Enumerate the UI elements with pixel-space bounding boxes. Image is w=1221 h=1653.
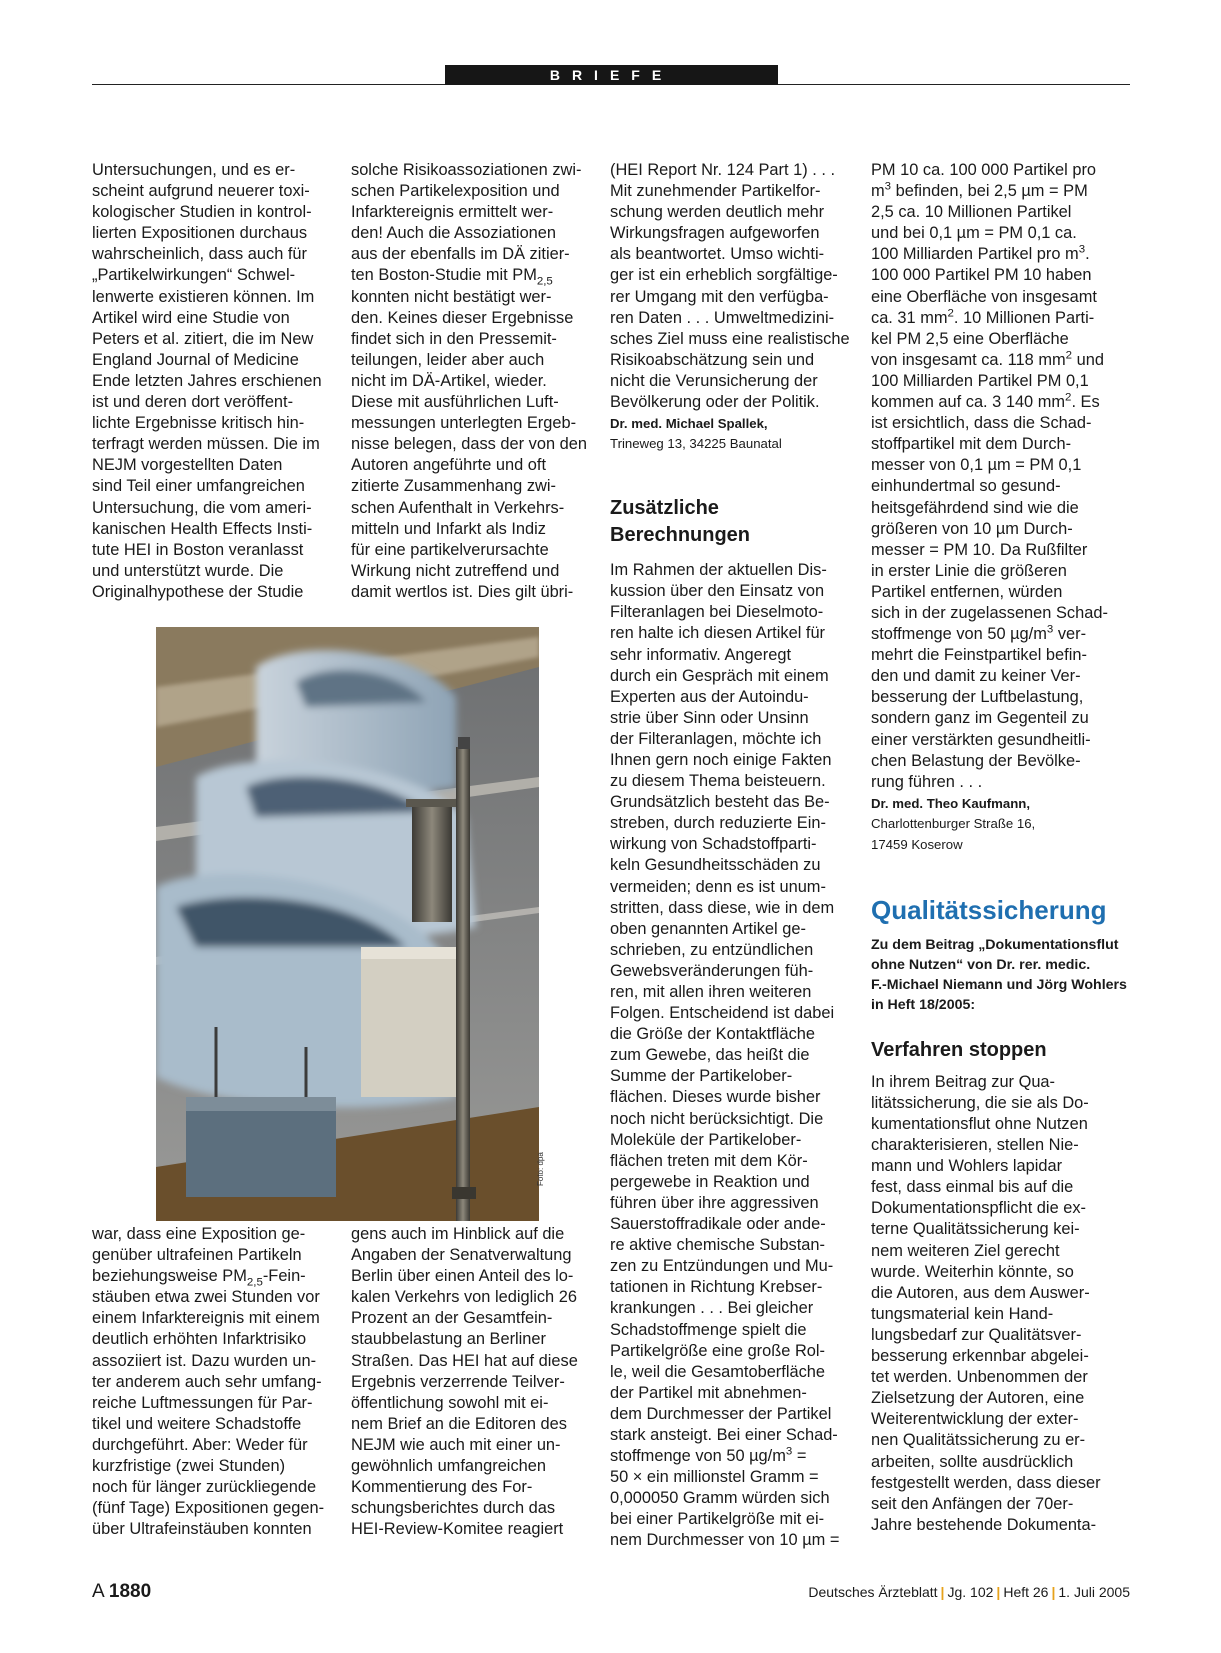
text-line: Untersuchung, die vom ameri- [92,498,312,517]
text-line: terne Qualitätssicherung kei- [871,1220,1080,1239]
text-line: durchgeführt. Aber: Weder für [92,1435,308,1454]
text-line: genüber ultrafeinen Partikeln [92,1246,302,1265]
text-line: chen Belastung der Bevölke- [871,751,1081,770]
text-line: Infarktereignis ermittelt wer- [351,203,554,222]
text-line: ren Daten . . . Umweltmedizini- [610,308,835,327]
text-line: Bevölkerung oder der Politik. [610,393,820,412]
text-line: lungsbedarf zur Qualitätsver- [871,1325,1082,1344]
text-line: sches Ziel muss eine realistische [610,329,850,348]
text-line: charakterisieren, stellen Nie- [871,1136,1079,1155]
text-line: Zu dem Beitrag „Dokumentationsflut [871,936,1119,953]
text-line: 0,000050 Gramm würden sich [610,1489,830,1508]
text-line: assoziiert ist. Dazu wurden un- [92,1351,317,1370]
text-line: Ergebnis verzerrende Teilver- [351,1372,565,1391]
text-line: reiche Luftmessungen für Par- [92,1393,313,1412]
text-line: schungsberichtes durch das [351,1499,556,1518]
text-line: die Autoren, aus dem Auswer- [871,1283,1090,1302]
text-line: Filteranlagen bei Dieselmoto- [610,603,824,622]
text-line: Zusätzliche [610,497,719,520]
text-line: nicht die Verunsicherung der [610,371,818,390]
text-line: Sauerstoffradikale oder ande- [610,1215,826,1234]
text-line: Zielsetzung der Autoren, eine [871,1389,1085,1408]
text-line: tet werden. Unbenommen der [871,1368,1088,1387]
text-line: eine Oberfläche von insgesamt [871,287,1097,306]
text-line: ren halte ich diesen Artikel für [610,624,826,643]
text-line: durch ein Gespräch mit einem [610,666,829,685]
text-line: bei einer Partikelgröße mit ei- [610,1510,825,1529]
text-line: kurzfristige (zwei Stunden) [92,1457,286,1476]
text-line: den! Auch die Assoziationen [351,224,557,243]
text-line: ter anderem auch sehr umfang- [92,1372,322,1391]
text-line: führen über ihre aggressiven [610,1193,819,1212]
text-line: ca. 31 $mm^2$. 10 Millionen Parti- [871,307,1095,327]
column-4 [871,160,1131,1536]
address-spallek: Trineweg 13, 34225 Baunatal [610,436,782,452]
column-3-body-lines [610,560,860,1446]
column-2-top [351,160,596,603]
text-line: krankungen . . . Bei gleicher [610,1299,814,1318]
text-line: festgestellt werden, dass dieser [871,1473,1101,1492]
text-line: messer = PM 10. Da Rußfilter [871,540,1088,559]
text-line: einem Infarktereignis mit einem [92,1309,320,1328]
text-line: 17459 Koserow [871,836,963,852]
text-line: lierten Expositionen durchaus [92,224,308,243]
column-1-top [92,160,334,603]
text-line: Moleküle der Partikelober- [610,1130,802,1149]
section-label: BRIEFE [445,65,778,85]
text-line: zum Gewebe, das heißt die [610,1046,810,1065]
text-line: kalen Verkehrs von lediglich 26 [351,1288,577,1307]
text-line: le, weil die Gesamtoberfläche [610,1362,826,1381]
text-line: Kommentierung des For- [351,1478,533,1497]
text-line: kommen auf ca. 3 140 $mm^2$. Es [871,391,1100,412]
text-line: Dokumentationspflicht die ex- [871,1199,1087,1218]
text-line: konnten nicht bestätigt wer- [351,287,552,306]
text-line: Berlin über einen Anteil des lo- [351,1267,574,1286]
text-line: für eine partikelverursachte [351,540,549,559]
column-3-top-lines [610,160,860,413]
text-line: keln Gesundheitsschäden zu [610,856,821,875]
text-line: wurde. Weiterhin könnte, so [871,1262,1074,1281]
text-line: flächen treten mit dem Kör- [610,1151,808,1170]
text-line: (fünf Tage) Expositionen gegen- [92,1499,325,1518]
footer-separator: | [940,1584,945,1600]
text-line: 2,5 ca. 10 Millionen Partikel [871,203,1072,222]
column-4-body-lines [871,1072,1131,1536]
text-line: Diese mit ausführlichen Luft- [351,393,559,412]
text-line: nem Brief an die Editoren des [351,1414,567,1433]
text-line: wahrscheinlich, dass auch für [92,245,308,264]
text-line: stäuben etwa zwei Stunden vor [92,1288,320,1307]
text-line: heitsgefährdend sind wie die [871,498,1079,517]
text-line: stoffpartikel mit dem Durch- [871,435,1072,454]
text-line: NEJM vorgestellten Daten [92,456,283,475]
text-line: fest, dass einmal bis auf die [871,1178,1074,1197]
text-line: und bei 0,1 µm = PM 0,1 ca. [871,224,1077,243]
text-line: tikel und weitere Schadstoffe [92,1414,302,1433]
text-line: solche Risikoassoziationen zwi- [351,161,582,179]
text-line: tationen in Richtung Krebser- [610,1278,823,1297]
text-line: staubbelastung an Berliner [351,1330,546,1349]
text-line: nem Durchmesser von 10 µm = [610,1531,840,1550]
text-line: dem Durchmesser der Partikel [610,1404,832,1423]
text-line: gens auch im Hinblick auf die [351,1225,565,1243]
text-line: schen Partikelexposition und [351,182,560,201]
text-line: den und damit zu keiner Ver- [871,667,1081,686]
footer-separator: | [996,1584,1001,1600]
heading-verfahren-stoppen: Verfahren stoppen [871,1038,1047,1061]
text-line: 100 000 Partikel PM 10 haben [871,266,1092,285]
text-line: arbeiten, sollte ausdrücklich [871,1452,1074,1471]
text-line: damit wertlos ist. Dies gilt übri- [351,582,574,601]
text-line: streben, durch reduzierte Ein- [610,814,826,833]
text-line: strie über Sinn oder Unsinn [610,708,809,727]
pm25-line: beziehungsweise $PM_{2,5}-Fein-$ [92,1267,306,1289]
text-line: zu diesem Thema beisteuern. [610,772,826,791]
page-prefix: A [92,1581,104,1602]
text-line: besserung der Luftbelastung, [871,688,1084,707]
column-4-lines [871,160,1131,793]
text-line: nen Qualitätssicherung zu er- [871,1431,1086,1450]
text-line: Artikel wird eine Studie von [92,308,290,327]
text-line: sind Teil einer umfangreichen [92,477,305,496]
text-line: Folgen. Entscheidend ist dabei [610,1004,835,1023]
text-line: flächen. Dieses wurde bisher [610,1088,821,1107]
text-line: Wirkung nicht zutreffend und [351,561,560,580]
schadstoff-line: stoffmenge von 50 $\mu g/m^3$ = [610,1445,807,1466]
text-line: schen Aufenthalt in Verkehrs- [351,498,565,517]
text-line: PM 10 ca. 100 000 Partikel pro [871,161,1097,179]
text-line: Ende letzten Jahres erschienen [92,371,322,390]
text-line: kologischer Studien in kontrol- [92,203,312,222]
article-reference [871,935,1131,1015]
text-line: Gewebsveränderungen füh- [610,961,814,980]
text-line: in erster Linie die größeren [871,561,1067,580]
text-line: ist ersichtlich, dass die Schad- [871,414,1092,433]
text-line: seit den Anfängen der 70er- [871,1494,1074,1513]
signature-kaufmann: Dr. med. Theo Kaufmann, [871,795,1031,811]
column-1-bottom-lines-a [92,1224,336,1266]
text-line: wirkung von Schadstoffparti- [610,835,817,854]
text-line: Risikoabschätzung sein und [610,350,815,369]
text-line: nisse belegen, dass der von den [351,435,588,454]
text-line: Peters et al. zitiert, die im New [92,329,314,348]
text-line: noch nicht berücksichtigt. Die [610,1109,824,1128]
text-line: lichte Ergebnisse kritisch hin- [92,414,305,433]
text-line: Prozent an der Gesamtfein- [351,1309,553,1328]
journal-name: Deutsches Ärzteblatt [808,1584,938,1600]
text-line: sich in der zugelassenen Schad- [871,603,1108,622]
text-line: 50 × ein millionstel Gramm = [610,1468,819,1487]
text-line: Angaben der Senatverwaltung [351,1246,572,1265]
text-line: Ihnen gern noch einige Fakten [610,750,832,769]
text-line: schrieben, zu entzündlichen [610,940,814,959]
text-line: rer Umgang mit den verfügba- [610,287,829,306]
text-line: zitierte Zusammenhang zwi- [351,477,556,496]
text-line: der Partikel mit abnehmen- [610,1383,807,1402]
text-line: öffentlichung sowohl mit ei- [351,1393,549,1412]
text-line: war, dass eine Exposition ge- [92,1225,306,1243]
text-line: Experten aus der Autoindu- [610,687,809,706]
text-line: tungsmaterial kein Hand- [871,1304,1054,1323]
text-line: Schadstoffmenge spielt die [610,1320,807,1339]
text-line: messer von 0,1 µm = PM 0,1 [871,456,1082,475]
text-line: re aktive chemische Substan- [610,1236,825,1255]
text-line: stark ansteigt. Bei einer Schad- [610,1425,838,1444]
text-line: nicht im DÄ-Artikel, wieder. [351,371,547,390]
text-line: Im Rahmen der aktuellen Dis- [610,561,827,580]
text-line: sondern ganz im Gegenteil zu [871,709,1089,728]
text-line: Partikelgröße eine große Rol- [610,1341,825,1360]
text-line: Originalhypothese der Studie [92,582,304,601]
text-line: $m^3$ befinden, bei 2,5 µm = PM [871,180,1088,201]
text-line: ger ist ein erheblich sorgfältige- [610,266,838,285]
text-line: Berechnungen [610,524,751,547]
text-line: ist und deren dort veröffent- [92,393,294,412]
text-line: schung werden deutlich mehr [610,203,825,222]
text-line: stoffmenge von 50 $\mu g/m^3$ ver- [871,623,1087,644]
address-kaufmann [871,813,1131,855]
text-line: kussion über den Einsatz von [610,582,825,601]
column-2-top-lines-b [351,287,596,603]
text-line: Grundsätzlich besteht das Be- [610,793,830,812]
text-line: den. Keines dieser Ergebnisse [351,308,574,327]
text-line: stritten, dass diese, wie in dem [610,898,835,917]
signature-spallek: Dr. med. Michael Spallek, [610,416,768,432]
text-line: lenwerte existieren können. Im [92,287,315,306]
text-line: (HEI Report Nr. 124 Part 1) . . . [610,161,835,179]
text-line: oben genannten Artikel ge- [610,919,806,938]
text-line: 100 Milliarden Partikel pro $m^3$. [871,243,1090,264]
text-line: die Größe der Kontaktfläche [610,1025,815,1044]
text-line: England Journal of Medicine [92,350,299,369]
text-line: In ihrem Beitrag zur Qua- [871,1072,1056,1091]
column-1-top-text [92,160,334,603]
text-line: rung führen . . . [871,772,983,791]
text-line: Weiterentwicklung der exter- [871,1410,1079,1429]
text-line: noch für länger zurückliegende [92,1478,317,1497]
text-line: mitteln und Infarkt als Indiz [351,519,546,538]
text-line: Untersuchungen, und es er- [92,161,296,179]
text-line: kanischen Health Effects Insti- [92,519,313,538]
text-line: gewöhnlich umfangreichen [351,1457,546,1476]
text-line: pergewebe in Reaktion und [610,1172,810,1191]
text-line: Wirkungsfragen aufgeworfen [610,224,820,243]
text-line: teilungen, leider aber auch [351,350,545,369]
journal-volume: Jg. 102 [947,1584,994,1600]
column-1-bottom [92,1224,336,1540]
text-line: und unterstützt wurde. Die [92,561,284,580]
traffic-measurement-photo [156,627,539,1221]
pm25-line: ten Boston-Studie mit $PM_{2,5}$ [351,266,553,288]
journal-footer [808,1584,1130,1600]
text-line: kel PM 2,5 eine Oberfläche [871,329,1069,348]
page-number-value: 1880 [108,1581,152,1602]
text-line: ren, mit allen ihren weiteren [610,983,812,1001]
text-line: sehr informativ. Angeregt [610,645,791,664]
text-line: mehrt die Feinstpartikel befin- [871,646,1087,665]
text-line: über Ultrafeinstäuben konnten [92,1520,312,1539]
text-line: deutlich erhöhten Infarktrisiko [92,1330,307,1349]
text-line: tute HEI in Boston veranlasst [92,540,304,559]
column-2-bottom-lines [351,1224,597,1540]
text-line: vermeiden; denn es ist unum- [610,877,826,896]
text-line: Autoren angeführte und oft [351,456,547,475]
text-line: findet sich in den Pressemit- [351,329,557,348]
text-line: zen zu Entzündungen und Mu- [610,1257,834,1276]
text-line: terfragt werden müssen. Die im [92,435,320,454]
text-line: einer verstärkten gesundheitli- [871,730,1091,749]
journal-date: 1. Juli 2005 [1058,1584,1130,1600]
text-line: besserung erkennbar abgelei- [871,1347,1089,1366]
text-line: Mit zunehmender Partikelfor- [610,182,821,201]
column-2-bottom [351,1224,597,1540]
text-line: 100 Milliarden Partikel PM 0,1 [871,371,1089,390]
text-line: kumentationsflut ohne Nutzen [871,1115,1088,1133]
text-line: einhundertmal so gesund- [871,477,1061,496]
footer-separator: | [1051,1584,1056,1600]
page-number [92,1581,151,1603]
text-line: Charlottenburger Straße 16, [871,815,1036,831]
text-line: scheint aufgrund neuerer toxi- [92,182,310,201]
text-line: Straßen. Das HEI hat auf diese [351,1351,578,1370]
text-line: in Heft 18/2005: [871,996,976,1013]
section-title-qualitaetssicherung: Qualitätssicherung [871,894,1107,925]
text-line: Summe der Partikelober- [610,1067,793,1086]
heading-zusaetzliche-berechnungen [610,495,860,549]
column-3-body-end-lines [610,1467,860,1551]
text-line: Partikel entfernen, würden [871,582,1063,601]
text-line: messungen unterlegten Ergeb- [351,414,577,433]
journal-issue: Heft 26 [1003,1584,1049,1600]
text-line: „Partikelwirkungen“ Schwel- [92,266,296,285]
text-line: aus der ebenfalls im DÄ zitier- [351,245,570,264]
text-line: größeren von 10 µm Durch- [871,519,1073,538]
photo-credit: Foto: dpa [536,1152,545,1186]
text-line: mann und Wohlers lapidar [871,1157,1063,1176]
text-line: nem weiteren Ziel gerecht [871,1241,1060,1260]
text-line: ohne Nutzen“ von Dr. rer. medic. [871,956,1091,973]
photo-illustration [156,627,539,1221]
column-2-top-lines-a [351,160,596,265]
text-line: als beantwortet. Umso wichti- [610,245,825,264]
text-line: litätssicherung, die sie als Do- [871,1093,1089,1112]
text-line: F.-Michael Niemann und Jörg Wohlers [871,976,1127,993]
text-line: HEI-Review-Komitee reagiert [351,1520,564,1539]
text-line: von insgesamt ca. 118 $mm^2$ und [871,349,1104,369]
column-1-bottom-lines-b [92,1287,336,1540]
column-3 [610,160,860,1552]
text-line: Jahre bestehende Dokumenta- [871,1515,1097,1534]
text-line: der Filteranlagen, möchte ich [610,729,822,748]
text-line: NEJM wie auch mit einer un- [351,1435,561,1454]
